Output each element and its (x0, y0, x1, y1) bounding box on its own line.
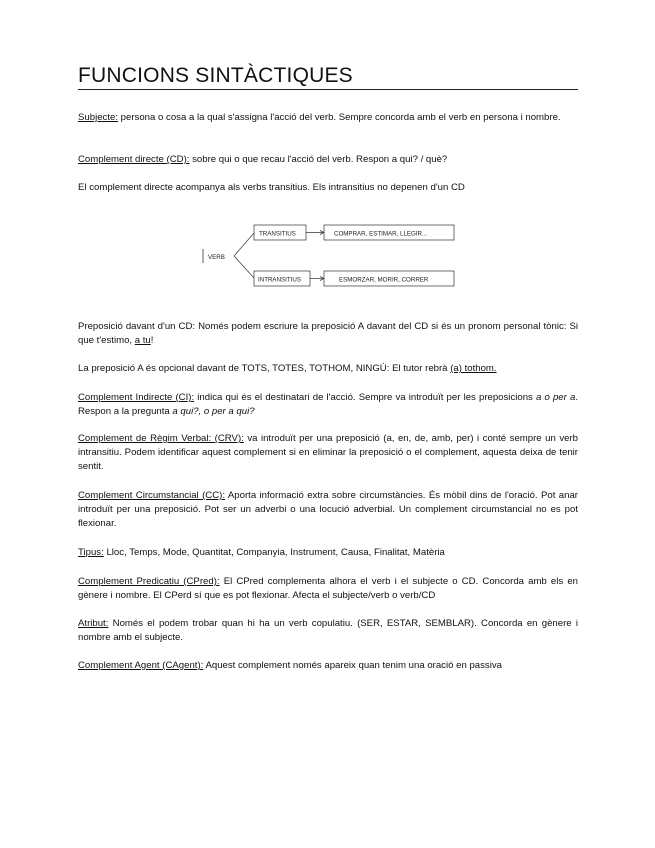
ci-text2: . Respon a la pregunta (78, 392, 578, 417)
transitius-examples: COMPRAR, ESTIMAR, LLEGIR... (334, 230, 428, 238)
subjecte-definition (78, 111, 578, 125)
preposicio-example: a tu (134, 335, 151, 346)
preposicio-text: Preposició davant d'un CD: Només podem escriure la preposició A davant del CD si és un pronom personal tònic: Si que t'estimo, (78, 321, 578, 346)
tipus-list (78, 546, 578, 560)
cd-term: Complement directe (CD): (78, 154, 190, 165)
cd-text: sobre qui o que recau l'acció del verb. Respon a qui? / què? (189, 154, 448, 165)
transitius-label: TRANSITIUS (259, 230, 296, 238)
tipus-term: Tipus: (78, 547, 104, 558)
cagent-text: Aquest complement només apareix quan tenim una oració en passiva (203, 660, 502, 671)
atribut-term: Atribut: (78, 618, 109, 629)
cagent-term: Complement Agent (CAgent): (78, 660, 204, 671)
verb-label: VERB (208, 254, 225, 261)
preposicio-opcional-example: (a) tothom. (450, 363, 497, 374)
cpred-term: Complement Predicatiu (CPred): (78, 576, 220, 587)
preposicio-paragraph (78, 320, 578, 348)
intransitius-examples: ESMORZAR, MORIR, CORRER (339, 276, 429, 284)
ci-questions: a qui?, o per a qui? (172, 406, 255, 417)
crv-text: va introduït per una preposició (a, en, de, amb, per) i conté sempre un verb intransitiu. Podem identificar aquest complement si en eliminar la preposició o el complement, aquesta deixa de tenir sentit. (78, 433, 578, 472)
crv-definition (78, 432, 578, 474)
atribut-definition (78, 617, 578, 645)
ci-text: indica qui és el destinatari de l'acció. Sempre va introduït per les preposicions (194, 392, 536, 403)
atribut-text: Només el podem trobar quan hi ha un verb copulatiu. (SER, ESTAR, SEMBLAR). Concorda en gènere i nombre amb el subjecte. (78, 618, 578, 643)
page-title: FUNCIONS SINTÀCTIQUES (78, 63, 578, 90)
tipus-text: Lloc, Temps, Mode, Quantitat, Companyia, Instrument, Causa, Finalitat, Matèria (103, 547, 445, 558)
subjecte-term: Subjecte: (78, 112, 119, 123)
preposicio-end: ! (150, 335, 154, 346)
preposicio-opcional-text: La preposició A és opcional davant de TOTS, TOTES, TOTHOM, NINGÚ: El tutor rebrà (78, 363, 451, 374)
cc-text: Aporta informació extra sobre circumstàncies. És mòbil dins de l'oració. Pot anar introduït per una preposició. Pot ser un adverbi o una locució adverbial. Un complement circumstancial no es pot flexionar. (78, 490, 578, 529)
cc-term: Complement Circumstancial (CC): (78, 490, 226, 501)
ci-term: Complement Indirecte (CI): (78, 392, 195, 403)
arrow-to-transitius (234, 233, 254, 256)
cc-definition (78, 489, 578, 531)
crv-term: Complement de Règim Verbal: (CRV): (78, 433, 244, 444)
preposicio-opcional-paragraph (78, 362, 578, 376)
ci-preps: a o per a (536, 392, 576, 403)
cd-note: El complement directe acompanya als verbs transitius. Els intransitius no depenen d'un CD (78, 182, 465, 193)
ci-definition (78, 391, 578, 419)
cagent-definition (78, 659, 578, 673)
subjecte-text: persona o cosa a la qual s'assigna l'acció del verb. Sempre concorda amb el verb en persona i nombre. (118, 112, 561, 123)
arrow-to-intransitius (234, 256, 254, 278)
cd-definition (78, 153, 578, 167)
intransitius-label: INTRANSITIUS (258, 276, 301, 284)
verb-diagram (200, 218, 460, 294)
cpred-definition (78, 575, 578, 603)
cpred-text: El CPred complementa alhora el verb i el subjecte o CD. Concorda amb els en gènere i nombre. El CPerd sí que es pot flexionar. Afecta el subjecte/verb o verb/CD (78, 576, 578, 601)
